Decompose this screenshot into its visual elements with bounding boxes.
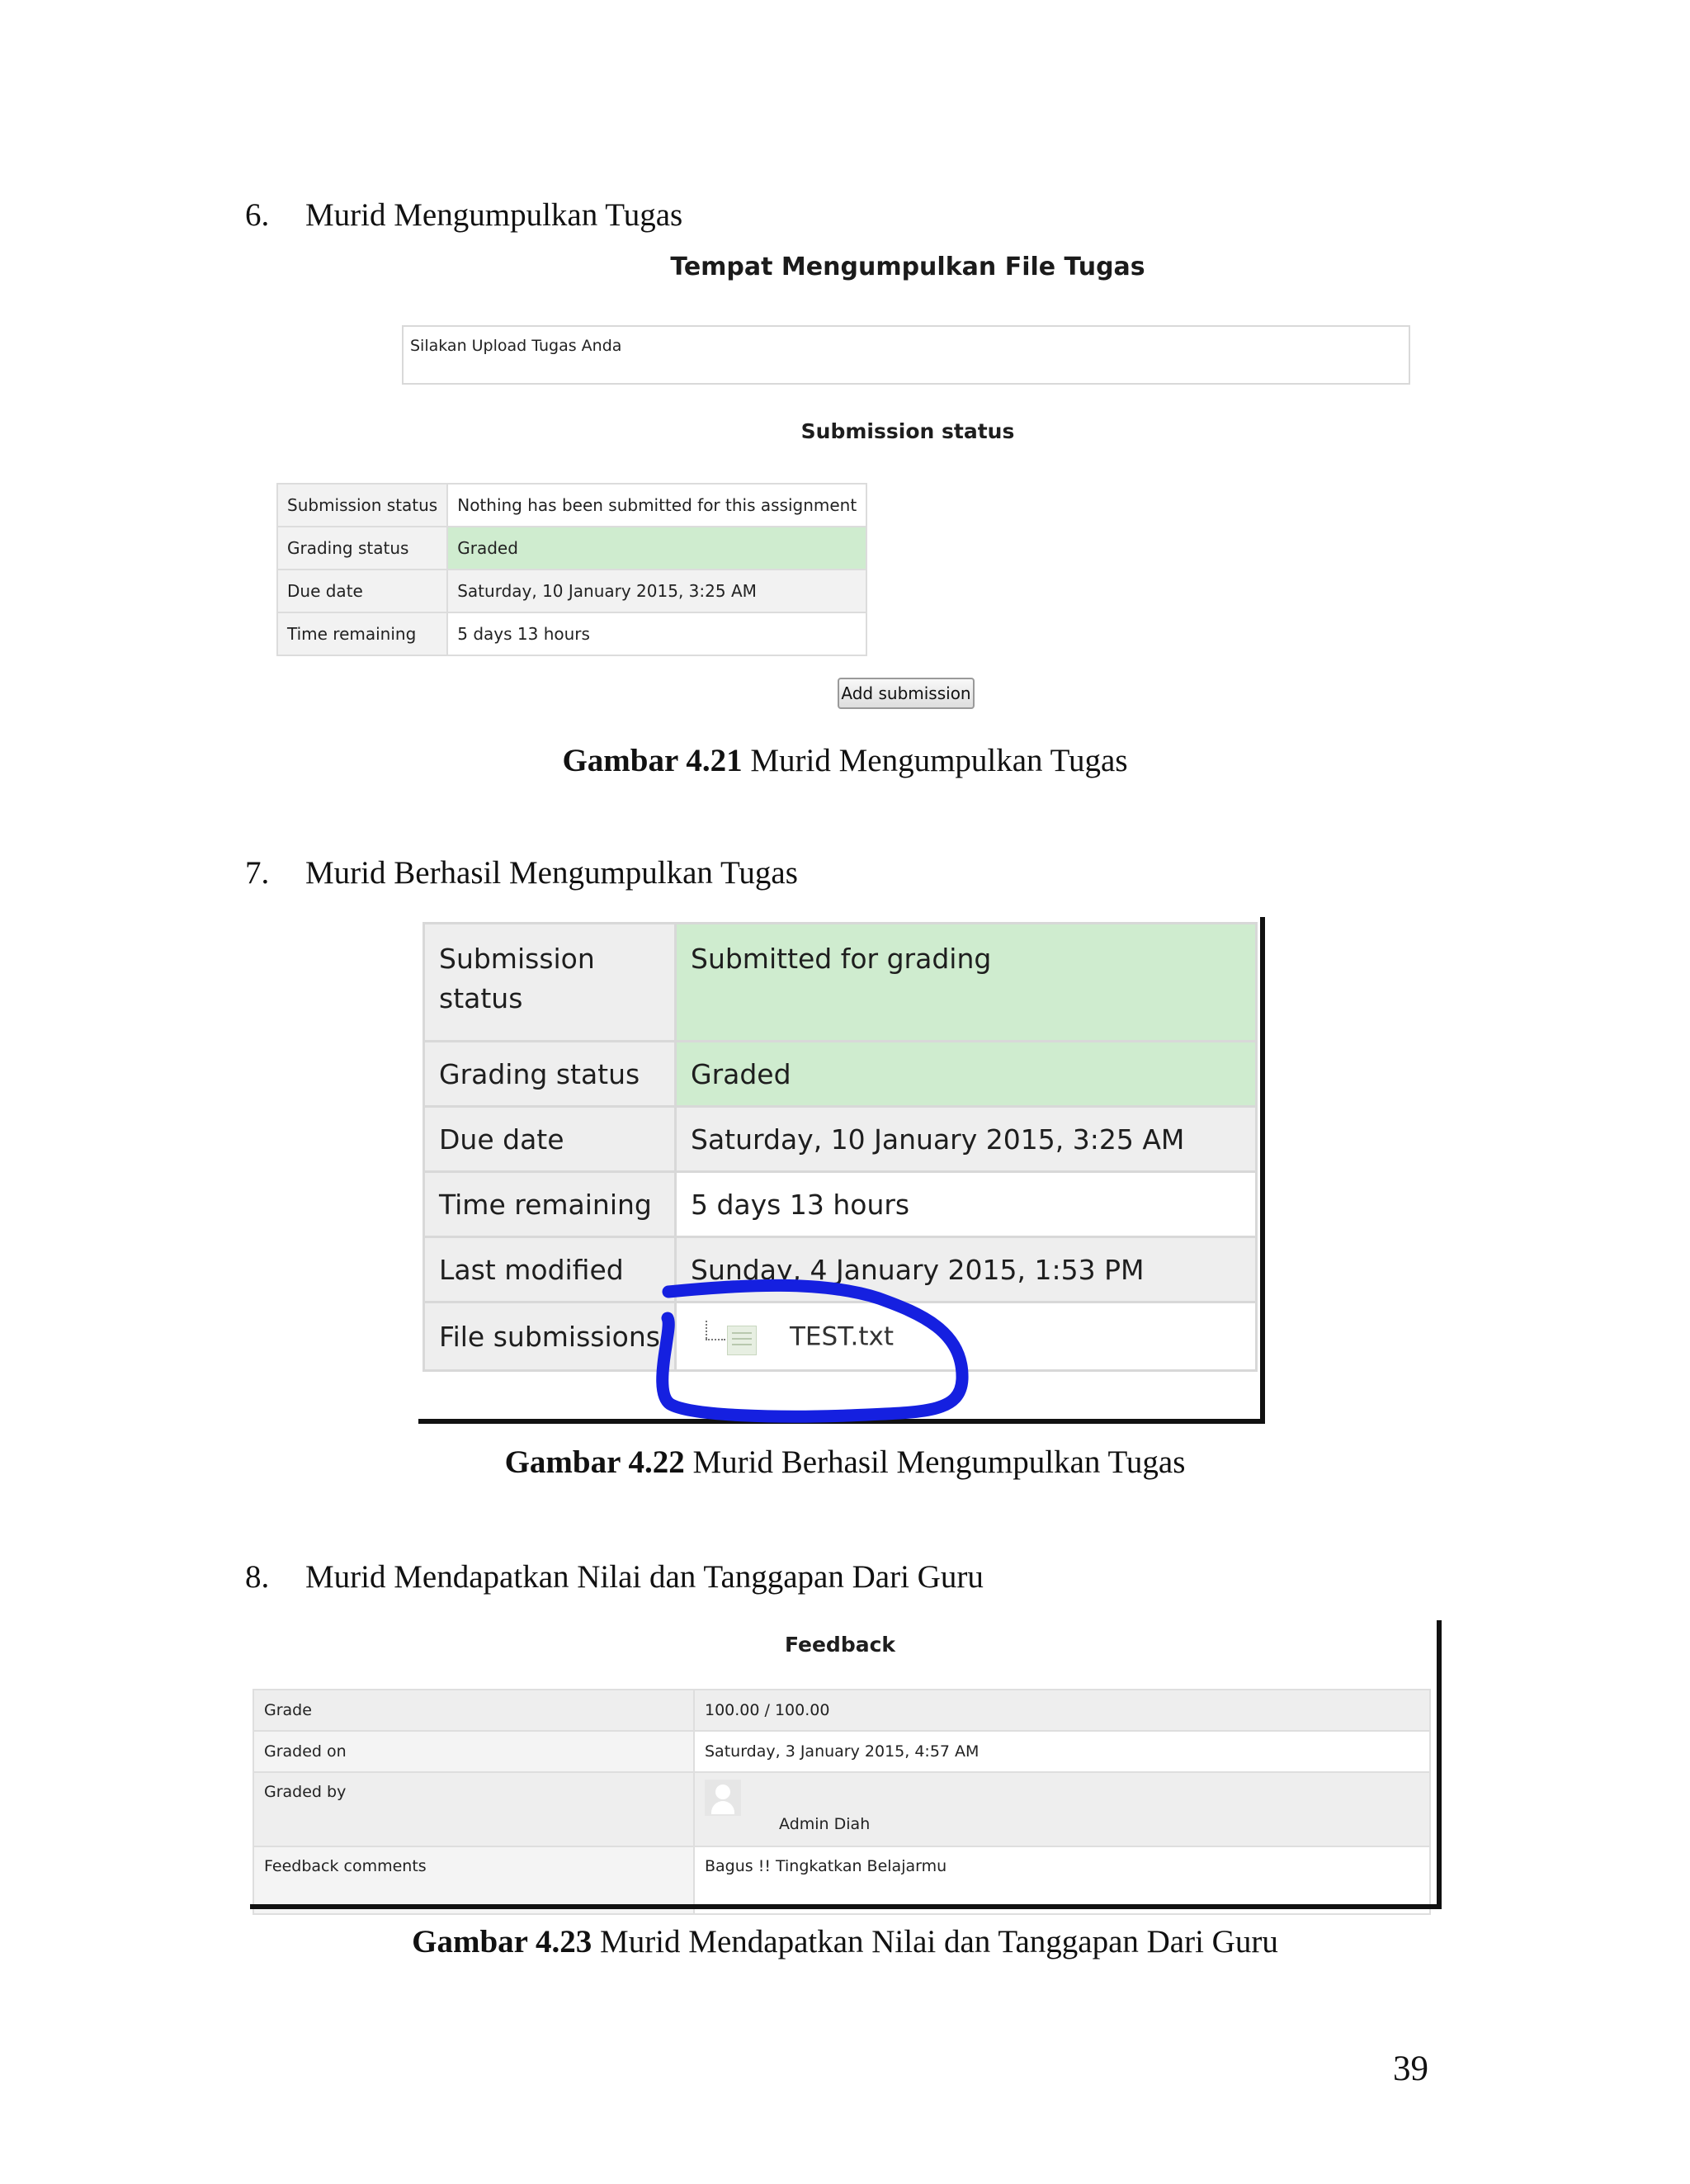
grade-value: 100.00 / 100.00 — [694, 1690, 1430, 1731]
submission-status-value: Submitted for grading — [676, 924, 1257, 1042]
table-row — [277, 484, 866, 527]
section-6-title: Murid Mengumpulkan Tugas — [305, 197, 683, 233]
user-avatar-icon — [705, 1780, 741, 1816]
caption-label: Gambar 4.21 — [562, 743, 743, 778]
grader-name[interactable]: Admin Diah — [779, 1815, 871, 1833]
row-label: Graded by — [253, 1772, 694, 1846]
section-7-title: Murid Berhasil Mengumpulkan Tugas — [305, 855, 798, 891]
caption-text: Murid Mengumpulkan Tugas — [742, 743, 1128, 778]
row-value: 5 days 13 hours — [447, 612, 866, 655]
section-6-number: 6. — [245, 197, 270, 233]
description-text: Silakan Upload Tugas Anda — [410, 337, 622, 355]
table-row — [277, 570, 866, 612]
section-7-number: 7. — [245, 855, 270, 891]
row-label: Grade — [253, 1690, 694, 1731]
row-label: Submission status — [424, 924, 676, 1042]
caption-label: Gambar 4.22 — [504, 1444, 685, 1480]
row-label: Time remaining — [277, 612, 447, 655]
submission-status-heading: Submission status — [800, 419, 1015, 443]
grading-status-value: Graded — [676, 1042, 1257, 1107]
row-value: Saturday, 10 January 2015, 3:25 AM — [447, 570, 866, 612]
figure-4-22 — [418, 917, 1258, 1425]
row-label: Time remaining — [424, 1172, 676, 1237]
table-row — [253, 1690, 1430, 1731]
graded-on-value: Saturday, 3 January 2015, 4:57 AM — [694, 1731, 1430, 1772]
section-8-title: Murid Mendapatkan Nilai dan Tanggapan Dari Guru — [305, 1559, 984, 1595]
caption-text: Murid Mendapatkan Nilai dan Tanggapan Dari Guru — [592, 1924, 1278, 1959]
row-value: Saturday, 10 January 2015, 3:25 AM — [676, 1107, 1257, 1172]
table-row — [277, 612, 866, 655]
feedback-comment-value: Bagus !! Tingkatkan Belajarmu — [694, 1846, 1430, 1914]
caption-4-21 — [0, 742, 1690, 779]
row-label: File submissions — [424, 1302, 676, 1371]
table-row — [277, 527, 866, 570]
submission-status-table — [276, 483, 867, 656]
page-number: 39 — [1393, 2049, 1428, 2088]
grading-status-value: Graded — [447, 527, 866, 570]
feedback-table — [253, 1689, 1431, 1915]
feedback-heading: Feedback — [784, 1633, 896, 1657]
row-label: Last modified — [424, 1237, 676, 1302]
file-link[interactable]: TEST.txt — [790, 1321, 894, 1352]
figure-heading: Tempat Mengumpulkan File Tugas — [670, 253, 1145, 281]
row-value: Nothing has been submitted for this assignment — [447, 484, 866, 527]
caption-4-23 — [0, 1923, 1690, 1960]
row-value: Sunday, 4 January 2015, 1:53 PM — [676, 1237, 1257, 1302]
row-label: Due date — [277, 570, 447, 612]
row-label: Submission status — [277, 484, 447, 527]
section-8-number: 8. — [245, 1559, 270, 1595]
row-label: Grading status — [277, 527, 447, 570]
row-label: Due date — [424, 1107, 676, 1172]
add-submission-button[interactable]: Add submission — [838, 678, 975, 709]
row-value: 5 days 13 hours — [676, 1172, 1257, 1237]
caption-label: Gambar 4.23 — [412, 1924, 592, 1959]
row-label: Graded on — [253, 1731, 694, 1772]
caption-text: Murid Berhasil Mengumpulkan Tugas — [684, 1444, 1186, 1480]
graded-by-cell — [694, 1772, 1430, 1846]
figure-4-23 — [250, 1620, 1443, 1914]
caption-4-22 — [0, 1444, 1690, 1481]
row-label: Grading status — [424, 1042, 676, 1107]
assignment-description — [402, 325, 1410, 385]
row-label: Feedback comments — [253, 1846, 694, 1914]
table-row — [253, 1772, 1430, 1846]
figure-4-21 — [272, 0, 1428, 792]
hand-drawn-circle-annotation — [418, 917, 1268, 1425]
table-row — [253, 1731, 1430, 1772]
